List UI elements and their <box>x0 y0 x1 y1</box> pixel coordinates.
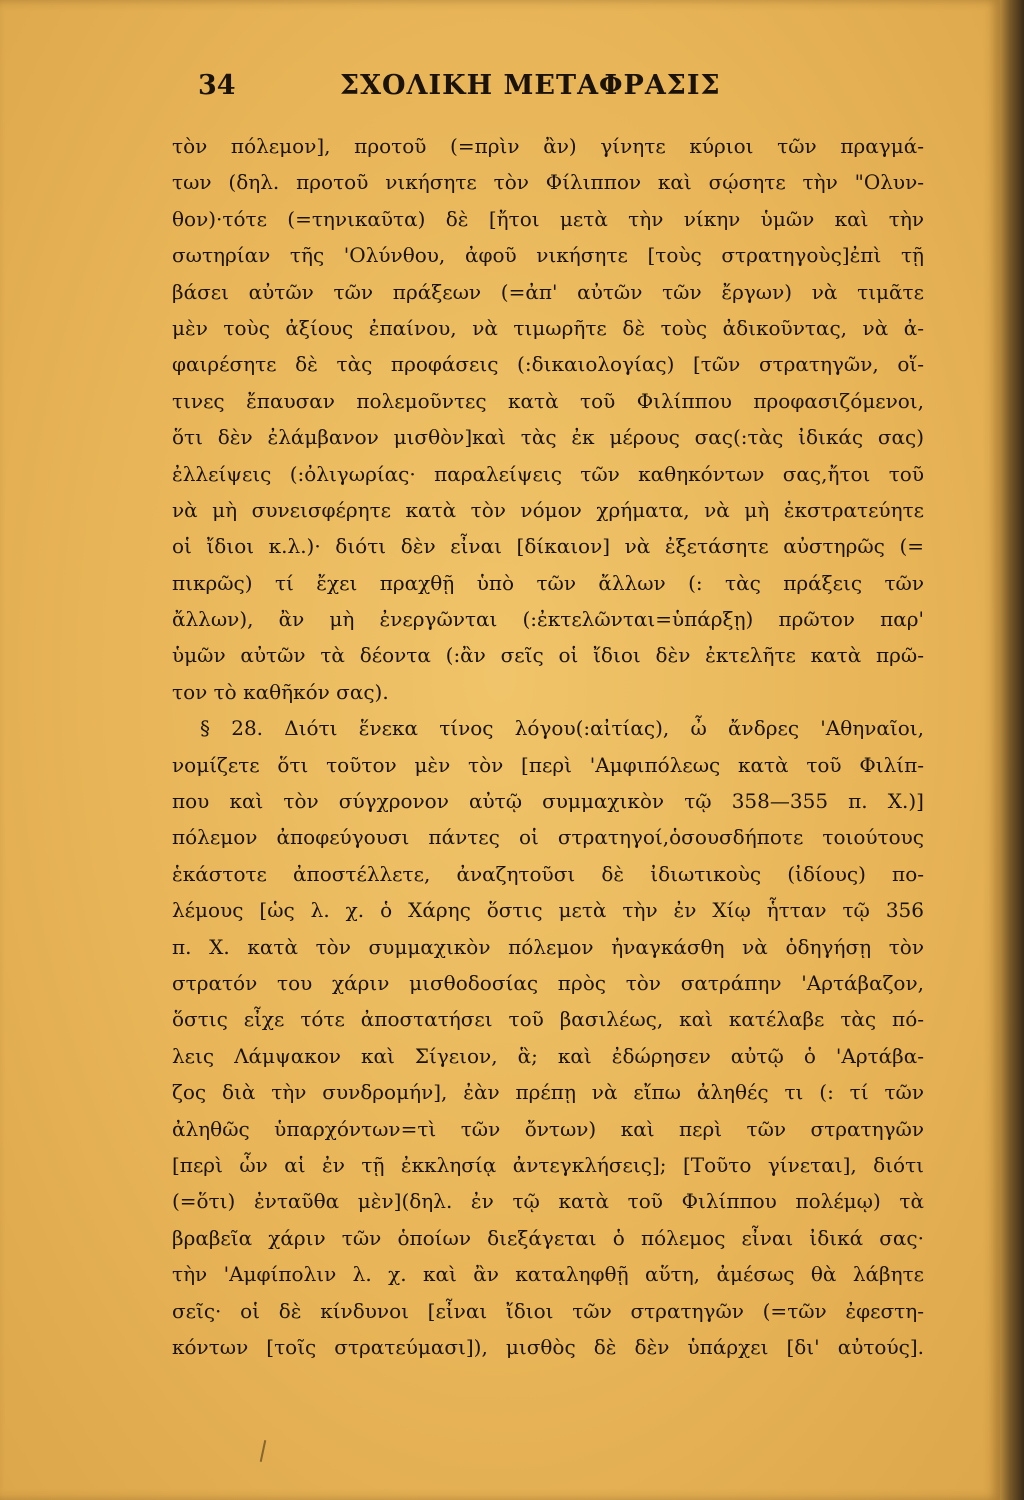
text-line: π. Χ. κατὰ τὸν συμμαχικὸν πόλεμον ἠναγκάσθη νὰ ὁδηγήσῃ τὸν <box>172 934 924 959</box>
text-line: θον)·τότε (=τηνικαῦτα) δὲ [ἤτοι μετὰ τὴν νίκην ὑμῶν καὶ τὴν <box>172 206 924 231</box>
text-line: που καὶ τὸν σύγχρονον αὐτῷ συμμαχικὸν τῷ 358—355 π. Χ.)] <box>172 789 924 814</box>
text-line: τὸν πόλεμον], πρoτοῦ (=πρὶν ἂν) γίνητε κύριοι τῶν πραγμά- <box>172 134 924 158</box>
text-line: ἑκάστοτε ἀποστέλλετε, ἀναζητοῦσι δὲ ἰδιωτικοὺς (ἰδίους) πο- <box>172 861 924 886</box>
text-line: φαιρέσητε δὲ τὰς προφάσεις (:δικαιολογίας) [τῶν στρατηγῶν, οἵ- <box>172 352 924 377</box>
page-edge <box>1000 0 1024 1500</box>
text-line: βραβεῖα χάριν τῶν ὁποίων διεξάγεται ὁ πόλεμος εἶναι ἰδικά σας· <box>172 1225 924 1250</box>
text-line: σεῖς· οἱ δὲ κίνδυνοι [εἶναι ἴδιοι τῶν στρατηγῶν (=τῶν ἐφεστη- <box>172 1298 924 1323</box>
text-line: ὑμῶν αὐτῶν τὰ δέοντα (:ἂν σεῖς οἱ ἴδιοι δὲν ἐκτελῆτε κατὰ πρῶ- <box>172 643 924 668</box>
text-line: ἀληθῶς ὑπαρχόντων=τὶ τῶν ὄντων) καὶ περὶ τῶν στρατηγῶν <box>172 1116 924 1141</box>
text-line: των (δηλ. πρoτοῦ νικήσητε τὸν Φίλιππον καὶ σῴσητε τὴν "Ολυν- <box>172 170 924 195</box>
text-line: νομίζετε ὅτι τοῦτον μὲν τὸν [περὶ 'Αμφιπόλεως κατὰ τοῦ Φιλίπ- <box>172 752 924 777</box>
text-line: ὅστις εἶχε τότε ἀποστατήσει τοῦ βασιλέως, καὶ κατέλαβε τὰς πό- <box>172 1007 924 1032</box>
text-line: ὅτι δὲν ἐλάμβανον μισθὸν]καὶ τὰς ἐκ μέρους σας(:τὰς ἰδικάς σας) <box>172 425 924 450</box>
text-line: νὰ μὴ συνεισφέρητε κατὰ τὸν νόμον χρήματα, νὰ μὴ ἐκστρατεύητε <box>172 497 924 522</box>
text-line: (=ὅτι) ἐνταῦθα μὲν](δηλ. ἐν τῷ κατὰ τοῦ Φιλίππου πολέμῳ) τὰ <box>172 1189 924 1214</box>
text-line: [περὶ ὧν αἱ ἐν τῇ ἐκκλησίᾳ ἀντεγκλήσεις]; [Τοῦτο γίνεται], διότι <box>172 1152 924 1177</box>
page-header <box>190 62 930 110</box>
text-line: λέμους [ὡς λ. χ. ὁ Χάρης ὅστις μετὰ τὴν ἐν Χίῳ ἧτταν τῷ 356 <box>172 898 924 923</box>
text-line: ἐλλείψεις (:ὀλιγωρίας· παραλείψεις τῶν καθηκόντων σας,ἤτοι τοῦ <box>172 461 924 486</box>
text-line: ζος διὰ τὴν συνδρομήν], ἐὰν πρέπῃ νὰ εἴπω ἀληθές τι (: τί τῶν <box>172 1080 924 1105</box>
text-line: λεις Λάμψακον καὶ Σίγειον, ἃ; καὶ ἐδώρησεν αὐτῷ ὁ 'Αρτάβα- <box>172 1043 924 1068</box>
body-text <box>172 128 924 1365</box>
page-number: 34 <box>198 70 236 101</box>
text-line: τὴν 'Αμφίπολιν λ. χ. καὶ ἂν καταληφθῇ αὕτη, ἀμέσως θὰ λάβητε <box>172 1262 924 1287</box>
text-line: κόντων [τοῖς στρατεύμασι]), μισθὸς δὲ δὲν ὑπάρχει [δι' αὐτούς]. <box>172 1334 924 1359</box>
running-title: ΣΧΟΛΙΚΗ ΜΕΤΑΦΡΑΣΙΣ <box>340 70 721 101</box>
text-line: πόλεμον ἀποφεύγουσι πάντες οἱ στρατηγοί,ὁσουσδήποτε τοιούτους <box>172 825 924 850</box>
text-line: βάσει αὐτῶν τῶν πράξεων (=ἀπ' αὐτῶν τῶν ἔργων) νὰ τιμᾶτε <box>172 279 924 304</box>
text-line: σωτηρίαν τῆς 'Ολύνθου, ἀφοῦ νικήσητε [τοὺς στρατηγοὺς]ἐπὶ τῇ <box>172 243 924 268</box>
text-line: ἄλλων), ἂν μὴ ἐνεργῶνται (:ἐκτελῶνται=ὑπάρξῃ) πρῶτον παρ' <box>172 607 924 632</box>
text-line: οἱ ἴδιοι κ.λ.)· διότι δὲν εἶναι [δίκαιον] νὰ ἐξετάσητε αὐστηρῶς (= <box>172 534 924 559</box>
text-line: μὲν τοὺς ἀξίους ἐπαίνου, νὰ τιμωρῆτε δὲ τοὺς ἀδικοῦντας, νὰ ἀ- <box>172 315 924 340</box>
text-line: στρατόν του χάριν μισθοδοσίας πρὸς τὸν σατράπην 'Αρτάβαζον, <box>172 970 924 995</box>
text-line: πικρῶς) τί ἔχει πραχθῇ ὑπὸ τῶν ἄλλων (: τὰς πράξεις τῶν <box>172 570 924 595</box>
text-line: τον τὸ καθῆκόν σας). <box>172 679 389 704</box>
text-line: τινες ἔπαυσαν πολεμοῦντες κατὰ τοῦ Φιλίππου προφασιζόμενοι, <box>172 388 924 413</box>
section-start-line: § 28. Διότι ἕνεκα τίνος λόγου(:αἰτίας), ὦ ἄνδρες 'Αθηναῖοι, <box>200 716 924 741</box>
ink-mark <box>260 1440 267 1462</box>
